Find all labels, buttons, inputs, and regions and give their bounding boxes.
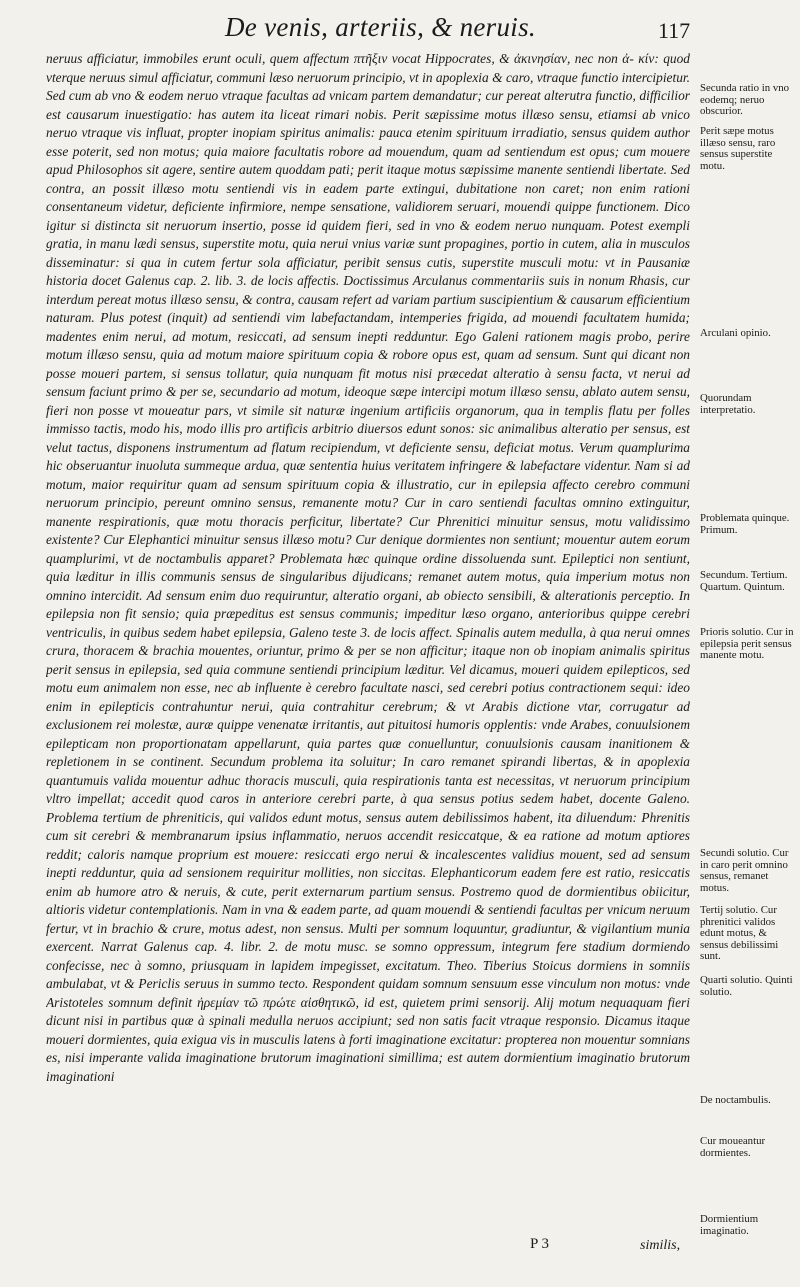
catchword: similis, bbox=[640, 1238, 681, 1253]
marginal-notes bbox=[700, 50, 796, 1250]
margin-note: Prioris solutio. Cur in epilepsia perit sensus manente motu. bbox=[700, 626, 794, 662]
margin-note: Secundum. Tertium. Quartum. Quintum. bbox=[700, 569, 788, 593]
margin-note: Dormientium imaginatio. bbox=[700, 1213, 759, 1237]
margin-note: De noctambulis. bbox=[700, 1094, 771, 1106]
margin-note: Problemata quinque. Primum. bbox=[700, 512, 790, 536]
body-paragraph: neruus afficiatur, immobiles erunt oculi, quem affectum πτῆξιν vocat Hippocrates, & ἀκινησίαν, nec non ἀ- κίν: quod vterque neruus simul afficiatur, communi læso neruorum principio, vt in apoplexia & caro, vtraque functio intercipietur. Sed cum ab vno & eodem neruo vtraque facultas ad vnicam partem demandatur; cur pereat alterutra functio, difficilior est causarum inuestigatio: has autem ita liceat rimari nobis. Perit sæpissime motus illæso sensu, etiamsi ab vnico neruo vtraque vis influat, propter inopiam spiritus animalis: pauca etenim spirituum irradiatio, sensus quidem author esse poterit, sed non motus; quia maiore facultatis robore ad mouendum, quam ad sentiendum est opus; cum mouere apud Philosophos sit agere, sentire autem quoddam pati; perit itaque motus sæpissime manente sentiendi libertate. Sed contra, an possit illæso motu sentiendi vis in eadem parte extingui, dubitatione non caret; non enim rationi consentaneum videtur, deficiente infirmiore, nempe sensatione, validiorem seruari, mouendi quippe functionem. Dico igitur si distincta sit neruorum insertio, posse id quidem fieri, sed in vno & eodem neruo nunquam. Potest exempli gratia, in manu lædi sensus, superstite motu, quia nerui vnius variæ sunt propagines, portio in cutem, alia in musculos disseminatur: si qua in cutem fertur sola afficiatur, peribit sensus cutis, superstite musculi motu: vt in Pausaniæ historia docet Galenus cap. 2. lib. 3. de locis affectis. Doctissimus Arculanus commentariis suis in nonum Rhasis, cur interdum pereat motus illæso sensu, & contra, causam refert ad variam partium suscipientium & causarum efficientium naturam. Plus potest (inquit) ad sentiendi vim labefactandam, intemperies frigida, ad mouendi facultatem humida; madentes enim nerui, ad motum, resiccati, ad sensum inepti redduntur. Ego Galeni rationem magis probo, perire motum illæso sensu, quia ad motum maiore spirituum copia & robore opus est, quam ad sensum. Sunt qui dicant non posse moueri partem, si sensus tollatur, quia nunquam fit motus nisi præcedat alteratio à sensu facta, vt nerui ad sensum faciunt primo & per se, secundario ad motum, ideoque sæpe intercipi motum illæso sensu, ablato autem sensu, fieri non posse vt moueatur pars, vt simile sit naturæ ingenium artificiis organorum, qua in templis flatu per folles immisso tactis, modo his, modo illis pro artificis arbitrio diuersos edunt sonos: sic animalibus alteratio per sensus, est velut tactus, disponens instrumentum ad flatum recipiendum, vt deficiente sensu, deficiat motus. Verum quamplurima hic obseruantur inuoluta summeque ardua, quæ sententia huius veritatem infringere & labefactare videntur. Nam si ad motum, maior requiritur quam ad sensum spirituum copia & illustratio, cur in epilepsia affecto cerebro communi neruorum principio, pereunt omnino sensus, remanente motu? Cur in caro sentiendi facultas omnino extinguitur, manente respirationis, quæ motu thoracis perficitur, libertate? Cur Phrenitici minuitur sensus, motu validissimo existente? Cur Elephantici minuitur sensus illæso motu? Cur denique dormientes non sentiunt; mouentur autem eorum quamplurimi, vt de noctambulis apparet? Problemata hæc quinque ordine dissoluenda sunt. Epileptici non sentiunt, quia læditur in illis communis sensus de singularibus dijudicans; remanet autem motus, quia imperium motus non omnino intercidit. Ad sensum enim duo requiruntur, alteratio organi, ab obiecto sensibili, & alterationis perceptio. In epilepsia non fit sensio; quia præpeditus est sensus communis; impeditur læso organo, anterioribus quippe cerebri ventriculis, in quibus sedem habet epilepsia, Galeno teste 3. de locis affect. Spinalis autem medulla, à qua nerui omnes crura, thoracem & brachia mouentes, oriuntur, primo & per se non afficitur; itaque non ob inopiam animalis spiritus perit sensus in epilepsia, sed quia commune sentiendi principium læditur. Vel dicamus, moueri quidem epilepticos, sed motu eum animalem non esse, nec ab influente è cerebro facultate nasci, sed cerebri potius contractionem sequi: ideo enim in epilepticis contrahuntur nerui, quia contrahitur cerebrum; & vt Arabis dictione vtar, corrugatur ad exclusionem rei molestæ, auræ quippe venenatæ irritantis, aut pituitosi humoris opplentis: vnde Arabes, conuulsionem epilepticam non proportionatam appellarunt, quia partes quæ conuelluntur, conuulsionis causam inanitionem & repletionem in se continent. Secundum problema ita soluitur; In caro remanet spirandi libertas, & in apoplexia quantumuis valida mouentur adhuc thoracis musculi, quia respirationis tanta est necessitas, vt neruorum principium vltro impellat; accedit quod caros in anteriore cerebri parte, à qua sensus potius sedem habet, docente Galeno. Problema tertium de phreniticis, qui validos edunt motus, sensus autem debilissimos habent, ita diluendum: Phrenitis cum sit cerebri & membranarum ipsius inflammatio, neruos accendit resiccatque, & ea ratione ad motum aptiores reddit; caloris namque proprium est mouere: resiccati ergo nerui & incalescentes validius mouent, sed ad sensum inepti redduntur, quia ad sensionem requiritur mollities, non siccitas. Elephanticorum eadem fere est ratio, resiccatis enim ab humore atro & neruis, & cute, perit externarum partium sensus. Postremo quod de dormientibus obiicitur, altioris videtur contemplationis. Nam in vna & eadem parte, ad quam mouendi & sentiendi facultas per vnicum neruum fertur, vt in brachio & crure, motus adest, non sensus. Multi per somnum loquuntur, gradiuntur, & vigilantium munia exercent. Narrat Galenus cap. 4. libr. 2. de motu musc. se somno oppressum, integrum fere stadium dormiendo confecisse, nec à somno, priusquam in lapidem impegisset, excitatum. Theo. Tiberius Stoicus dormiens in somniis ambulabat, vt & Periclis seruus in summo tecto. Respondent quidam somnum sensuum esse vinculum non motus: vnde Aristoteles somnum definit ἠρεμίαν τῶ πρώτε αἰσθητικῶ, id est, quietem primi sensorij. Alij motum nequaquam fieri dicunt nisi in partibus quæ à spinali medulla neruos accipiunt; sed non satis facit vtraque responsio. Dicamus itaque moueri dormientes, quia exigua vis in musculis latens à forti imaginatione excitatur: propterea non mouentur somnians es, nisi imperante valida imaginatione brutorum imaginationi simillima; est autem dormientium imaginatio brutorum imaginationi bbox=[46, 51, 690, 1084]
margin-note: Quorundam interpretatio. bbox=[700, 392, 756, 416]
margin-note: Secundi solutio. Cur in caro perit omnino sensus, remanet motus. bbox=[700, 847, 789, 894]
page-number: 117 bbox=[658, 18, 691, 43]
margin-note: Perit sæpe motus illæso sensu, raro sensus superstite motu. bbox=[700, 125, 776, 172]
signature-mark: P 3 bbox=[530, 1236, 550, 1252]
margin-note: Arculani opinio. bbox=[700, 327, 771, 339]
running-title: De venis, arteriis, & neruis. bbox=[225, 12, 536, 42]
margin-note: Cur moueantur dormientes. bbox=[700, 1135, 766, 1159]
margin-note: Tertij solutio. Cur phrenitici validos edunt motus, & sensus debilissimi sunt. bbox=[700, 904, 779, 963]
main-text-column bbox=[46, 50, 690, 1235]
margin-note: Quarti solutio. Quinti solutio. bbox=[700, 974, 793, 998]
running-head bbox=[0, 10, 800, 44]
margin-note: Secunda ratio in vno eodemq; neruo obscurior. bbox=[700, 82, 790, 118]
